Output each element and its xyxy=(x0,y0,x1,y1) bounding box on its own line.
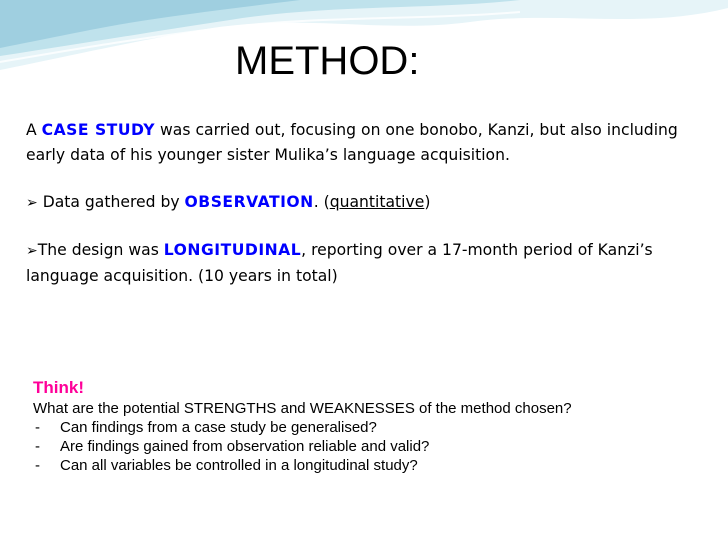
arrow-bullet-icon: ➢ xyxy=(26,195,38,211)
arrow-bullet-icon: ➢ xyxy=(26,243,38,259)
bullet2-prefix: The design was xyxy=(37,241,164,259)
quantitative-term: quantitative xyxy=(329,193,425,211)
observation-keyword: OBSERVATION xyxy=(184,193,314,211)
para1-rest: was carried out, focusing on one bonobo, Kanzi, but also including early data of his younger sister Mulika’s language acquisition. xyxy=(26,121,678,164)
bullet1-prefix: Data gathered by xyxy=(42,193,185,211)
longitudinal-keyword: LONGITUDINAL xyxy=(163,241,302,259)
think-question-list xyxy=(33,418,703,475)
list-item: - Can all variables be controlled in a longitudinal study? xyxy=(35,457,418,474)
bullet1-mid: . ( xyxy=(313,193,330,211)
slide-title: METHOD: xyxy=(235,39,420,83)
list-item-text: Can findings from a case study be generalised? xyxy=(60,419,377,436)
slide-body xyxy=(26,118,716,289)
para1-prefix: A xyxy=(26,121,42,139)
observation-bullet xyxy=(26,190,716,216)
list-item-text: Are findings gained from observation reliable and valid? xyxy=(60,438,430,455)
list-item-text: Can all variables be controlled in a longitudinal study? xyxy=(60,457,418,474)
case-study-paragraph xyxy=(26,118,716,168)
case-study-keyword: CASE STUDY xyxy=(41,121,156,139)
longitudinal-bullet xyxy=(26,238,716,289)
think-question: What are the potential STRENGTHS and WEAKNESSES of the method chosen? xyxy=(33,400,572,417)
think-title: Think! xyxy=(33,378,84,397)
list-item: - Are findings gained from observation reliable and valid? xyxy=(35,438,430,455)
bullet2-rest: , reporting over a 17-month period of Kanzi’s language acquisition. (10 years in total) xyxy=(26,241,653,285)
list-item: - Can findings from a case study be generalised? xyxy=(35,419,377,436)
think-section xyxy=(33,377,703,475)
bullet1-suffix: ) xyxy=(424,193,431,211)
